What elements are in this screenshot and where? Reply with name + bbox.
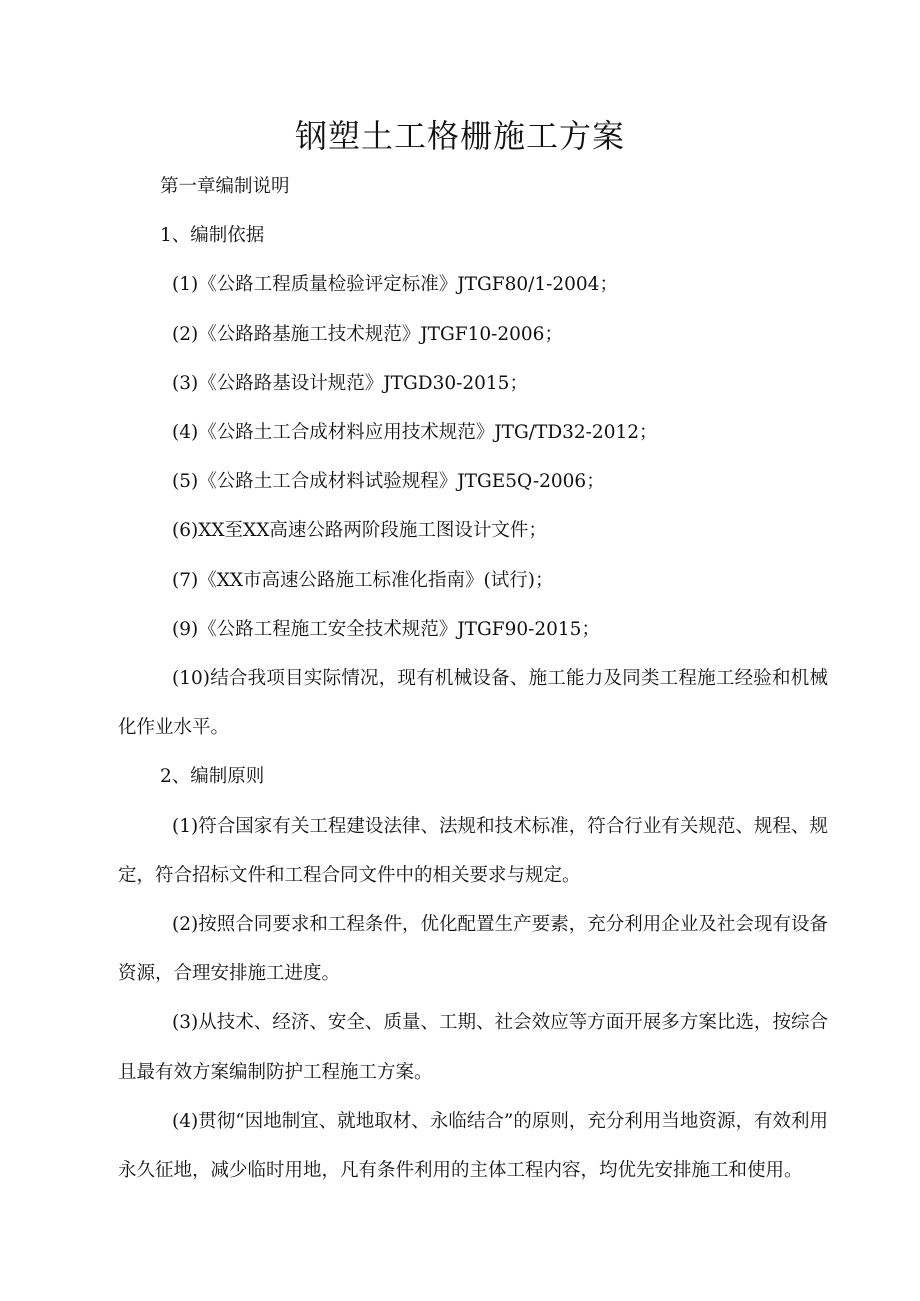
section-heading-basis: 1、编制依据 [160,225,265,247]
principle-item: (4)贯彻“因地制宜、就地取材、永临结合”的原则，充分利用当地资源，有效利用永久征地，减少临时用地，凡有条件利用的主体工程内容，均优先安排施工和使用。 [118,1110,828,1182]
chapter-heading: 第一章编制说明 [160,176,290,197]
section-heading-principles: 2、编制原则 [160,766,265,788]
basis-item: (4)《公路土工合成材料应用技术规范》JTG/TD32-2012； [172,422,658,444]
basis-item: (5)《公路土工合成材料试验规程》JTGE5Q-2006； [172,471,605,493]
document-title: 钢塑土工格栅施工方案 [294,117,625,155]
basis-item: (3)《公路路基设计规范》JTGD30-2015； [172,372,528,394]
basis-item: (9)《公路工程施工安全技术规范》JTGF90-2015； [172,618,600,640]
basis-item: (2)《公路路基施工技术规范》JTGF10-2006； [172,323,563,345]
document-body [118,162,828,1195]
basis-item: (10)结合我项目实际情况，现有机械设备、施工能力及同类工程施工经验和机械化作业水平。 [118,668,828,739]
principle-item: (1)符合国家有关工程建设法律、法规和技术标准，符合行业有关规范、规程、规定，符合招标文件和工程合同文件中的相关要求与规定。 [118,815,828,886]
basis-item: (1)《公路工程质量检验评定标准》JTGF80/1-2004； [172,274,618,296]
basis-item: (6)XX至XX高速公路两阶段施工图设计文件； [172,520,547,542]
principle-item: (2)按照合同要求和工程条件，优化配置生产要素，充分利用企业及社会现有设备资源，合理安排施工进度。 [118,914,828,985]
basis-item: (7)《XX市高速公路施工标准化指南》(试行)； [172,569,554,591]
principle-item: (3)从技术、经济、安全、质量、工期、社会效应等方面开展多方案比选，按综合且最有效方案编制防护工程施工方案。 [118,1012,828,1083]
